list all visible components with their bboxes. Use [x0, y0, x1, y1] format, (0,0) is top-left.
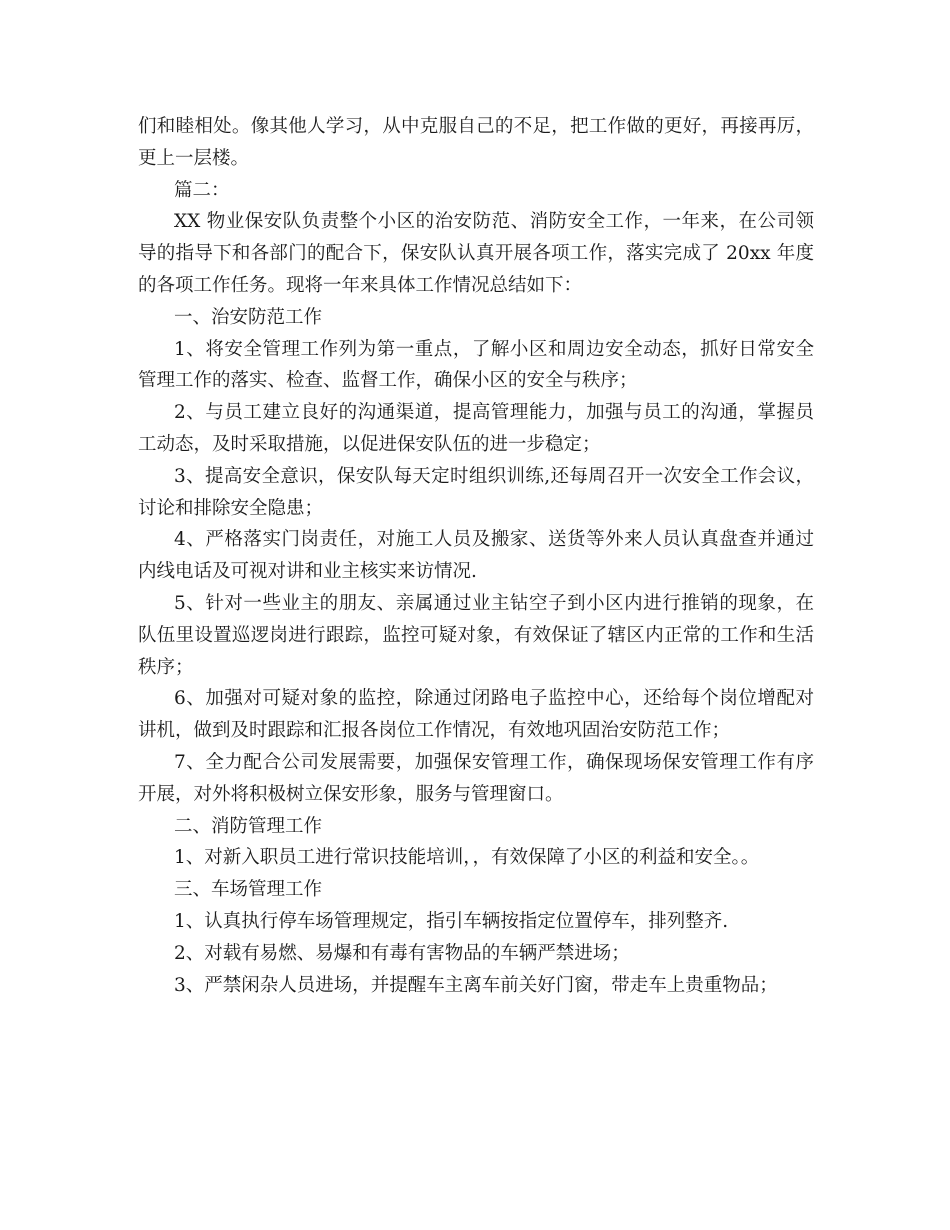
security-item-2: 2、与员工建立良好的沟通渠道，提高管理能力，加强与员工的沟通，掌握员工动态，及时采取措施，以促进保安队伍的进一步稳定； — [138, 402, 814, 455]
security-item-1: 1、将安全管理工作列为第一重点，了解小区和周边安全动态，抓好日常安全管理工作的落实、检查、监督工作，确保小区的安全与秩序； — [138, 338, 814, 392]
intro-paragraph: XX 物业保安队负责整个小区的治安防范、消防安全工作，一年来，在公司领导的指导下和各部门的配合下，保安队认真开展各项工作，落实完成了 20xx 年度的各项工作任务。现将一年来具体工作情况总结如下： — [138, 211, 814, 296]
document-body — [138, 111, 814, 1001]
fire-item-1: 1、对新入职员工进行常识技能培训，，有效保障了小区的利益和安全。。 — [174, 847, 760, 869]
heading-public-security: 一、治安防范工作 — [174, 306, 323, 328]
parking-item-2: 2、对载有易燃、易爆和有毒有害物品的车辆严禁进场； — [174, 942, 630, 964]
paragraph-continuation: 们和睦相处。像其他人学习，从中克服自己的不足，把工作做的更好，再接再厉，更上一层楼。 — [138, 116, 814, 169]
parking-item-3: 3、严禁闲杂人员进场，并提醒车主离车前关好门窗，带走车上贵重物品； — [174, 974, 778, 996]
security-item-4: 4、严格落实门岗责任，对施工人员及搬家、送货等外来人员认真盘查并通过内线电话及可视对讲和业主核实来访情况. — [138, 529, 814, 583]
security-item-7: 7、全力配合公司发展需要，加强保安管理工作，确保现场保安管理工作有序开展，对外将积极树立保安形象，服务与管理窗口。 — [138, 751, 814, 805]
heading-parking-management: 三、车场管理工作 — [174, 879, 323, 901]
security-item-3: 3、提高安全意识，保安队每天定时组织训练,还每周召开一次安全工作会议，讨论和排除安全隐患； — [138, 465, 814, 519]
heading-fire-management: 二、消防管理工作 — [174, 815, 323, 837]
security-item-6: 6、加强对可疑对象的监控，除通过闭路电子监控中心，还给每个岗位增配对讲机，做到及时跟踪和汇报各岗位工作情况，有效地巩固治安防范工作； — [138, 688, 814, 742]
section-heading-part-two: 篇二： — [174, 179, 230, 201]
parking-item-1: 1、认真执行停车场管理规定，指引车辆按指定位置停车，排列整齐. — [174, 910, 729, 932]
security-item-5: 5、针对一些业主的朋友、亲属通过业主钻空子到小区内进行推销的现象，在队伍里设置巡逻岗进行跟踪，监控可疑对象，有效保证了辖区内正常的工作和生活秩序； — [138, 592, 814, 678]
